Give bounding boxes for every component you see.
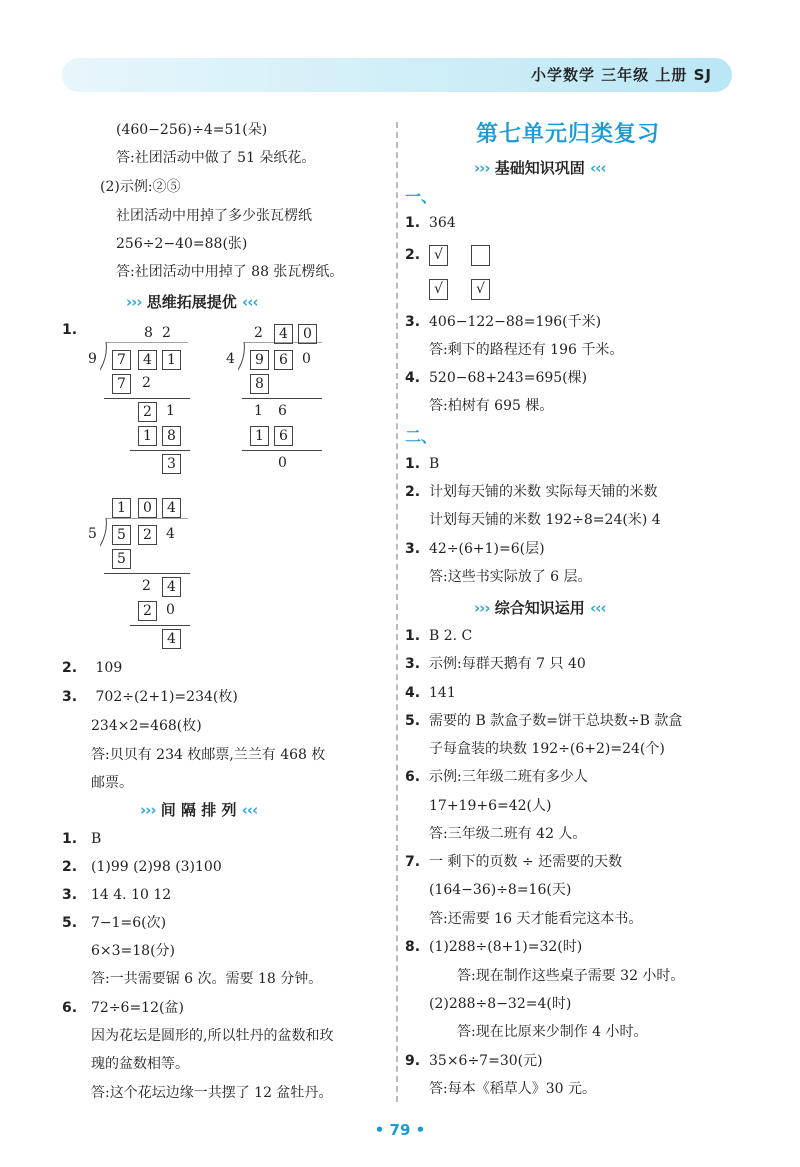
question-number: 4.: [405, 685, 421, 701]
remainder-box: 2: [138, 402, 157, 422]
answer-text: (164−36)÷8=16(天): [429, 882, 572, 898]
answer-text: (1)288÷(8+1)=32(时): [429, 939, 583, 955]
answer-text: 702÷(2+1)=234(枚): [95, 689, 238, 705]
answer-text: 因为花坛是圆形的,所以牡丹的盆数和玫: [91, 1028, 334, 1044]
dividend-box: 7: [112, 350, 131, 370]
answer-text: 示例:每群天鹅有 7 只 40: [429, 656, 586, 672]
answer-text: 42÷(6+1)=6(层): [429, 541, 545, 557]
question-number: 6.: [405, 769, 421, 785]
dividend-box: 9: [250, 350, 269, 370]
answer-row: [405, 482, 658, 502]
text-line: (460−256)÷4=51(朵): [116, 122, 268, 138]
answer-text: 计划每天铺的米数 192÷8=24(米) 4: [429, 512, 661, 528]
remainder-box: 4: [162, 577, 181, 597]
arrows-right-icon: ›››: [126, 293, 142, 311]
answer-row: [405, 312, 602, 332]
check-box: √: [429, 279, 448, 300]
question-number: 3.: [405, 314, 421, 330]
remainder-digit: 2: [142, 578, 151, 594]
question-number: 3.: [62, 887, 78, 903]
quotient-box: 0: [298, 324, 317, 344]
unit-title: 第七单元归类复习: [476, 122, 661, 147]
question-number: 1.: [405, 215, 421, 231]
answer-text: 答:现在比原来少制作 4 小时。: [457, 1024, 648, 1040]
answer-text: 406−122−88=196(千米): [429, 314, 602, 330]
answer-row: [405, 683, 456, 703]
answer-row: [405, 213, 456, 233]
quotient-digit: 2: [254, 325, 263, 341]
text-line: 234×2=468(枚): [91, 718, 202, 734]
question-number: 1.: [62, 322, 78, 338]
subtraction-line: [242, 450, 322, 451]
answer-text: 答:现在制作这些桌子需要 32 小时。: [457, 968, 685, 984]
dividend-digit: 0: [302, 351, 311, 367]
section-title: 思维拓展提优: [146, 293, 237, 311]
step-box: 7: [112, 374, 131, 394]
step-box: 1: [138, 426, 157, 446]
answer-row: [405, 368, 588, 388]
section-title: 间 隔 排 列: [160, 801, 237, 819]
divisor: 5: [88, 526, 97, 542]
section-heading: [140, 799, 257, 820]
part-heading: 一、: [405, 187, 438, 206]
text-line: 邮票。: [91, 775, 133, 791]
quotient-box: 0: [138, 498, 157, 518]
subtraction-line: [242, 398, 322, 399]
text-line: 答:贝贝有 234 枚邮票,兰兰有 468 枚: [91, 747, 326, 763]
divisor: 9: [88, 351, 97, 367]
dividend-box: 2: [138, 525, 157, 545]
answer-row: [62, 913, 167, 933]
answer-text: 答:一共需要锯 6 次。需要 18 分钟。: [91, 971, 323, 987]
answer-row: [405, 454, 440, 474]
question-number: 1.: [62, 831, 78, 847]
question-number: 9.: [405, 1053, 421, 1069]
question-number: 4.: [405, 370, 421, 386]
answer-text: (2)288÷8−32=4(时): [429, 996, 572, 1012]
answer-row: [62, 829, 102, 849]
step-box: 8: [162, 426, 181, 446]
header-banner: [62, 58, 732, 92]
answer-text: B: [429, 456, 440, 472]
remainder-box: 4: [162, 629, 181, 649]
quotient-box: 4: [274, 324, 293, 344]
answer-text: 瑰的盆数相等。: [91, 1056, 189, 1072]
step-box: 8: [250, 374, 269, 394]
quotient-box: 1: [112, 498, 131, 518]
check-box: [471, 245, 490, 266]
subtraction-line: [104, 398, 190, 399]
answer-text: 364: [429, 215, 456, 231]
arrows-left-icon: ‹‹‹: [242, 293, 258, 311]
dividend-box: 1: [162, 350, 181, 370]
answer-text: 109: [95, 660, 123, 676]
answer-row: [405, 711, 683, 731]
quotient-box: 4: [162, 498, 181, 518]
text-line: (2)示例:②⑤: [100, 179, 181, 195]
arrows-right-icon: ›››: [140, 801, 156, 819]
question-number: 6.: [62, 1000, 78, 1016]
remainder-digit: 6: [278, 403, 287, 419]
remainder-digit: 1: [254, 403, 263, 419]
quotient-digit: 8: [144, 325, 153, 341]
answer-text: 141: [429, 685, 456, 701]
answer-text: 答:这个花坛边缘一共摆了 12 盆牡丹。: [91, 1085, 333, 1101]
section-heading: [474, 597, 606, 618]
section-title: 综合知识运用: [494, 599, 585, 617]
question-number: 2.: [62, 660, 78, 676]
remainder-digit: 1: [166, 403, 175, 419]
answer-row: [62, 998, 184, 1018]
section-heading: [474, 157, 606, 178]
check-box: √: [471, 279, 490, 300]
remainder-digit: 0: [278, 455, 287, 471]
question-number: 1.: [405, 456, 421, 472]
answer-text: 需要的 B 款盒子数=饼干总块数÷B 款盒: [429, 713, 683, 729]
answer-row: [405, 245, 420, 265]
answer-row: [405, 1051, 543, 1071]
arrows-right-icon: ›››: [474, 599, 490, 617]
answer-row: [62, 857, 222, 877]
section-heading: [126, 291, 258, 312]
answer-text: 14 4. 10 12: [91, 887, 172, 903]
dividend-box: 4: [138, 350, 157, 370]
question-number: 3.: [405, 656, 421, 672]
dividend-box: 5: [112, 525, 131, 545]
question-number: 5.: [405, 713, 421, 729]
check-box: √: [429, 245, 448, 266]
answer-text: 72÷6=12(盆): [91, 1000, 184, 1016]
text-line: 256÷2−40=88(张): [116, 236, 248, 252]
question-number: 2.: [62, 859, 78, 875]
question-number: 5.: [62, 915, 78, 931]
question-number: 3.: [405, 541, 421, 557]
text-line: 答:社团活动中做了 51 朵纸花。: [116, 150, 316, 166]
page-number: • 79 •: [374, 1121, 426, 1139]
dividend-digit: 4: [166, 526, 175, 542]
arrows-left-icon: ‹‹‹: [241, 801, 258, 819]
quotient-digit: 2: [162, 325, 171, 341]
answer-text: B 2. C: [429, 628, 473, 644]
question-number: 3.: [62, 689, 78, 705]
answer-text: 6×3=18(分): [91, 943, 176, 959]
answer-text: 示例:三年级二班有多少人: [429, 769, 588, 785]
answer-text: 子每盒装的块数 192÷(6+2)=24(个): [429, 741, 665, 757]
step-box: 6: [274, 426, 293, 446]
question-number: 1.: [405, 628, 421, 644]
answer-row: [405, 852, 623, 872]
question-number: 2.: [405, 247, 421, 263]
question-number: 8.: [405, 939, 421, 955]
answer-text: 答:三年级二班有 42 人。: [429, 826, 587, 842]
answer-text: 一 剩下的页数 ÷ 还需要的天数: [429, 854, 623, 870]
text-line: 社团活动中用掉了多少张瓦楞纸: [116, 208, 312, 224]
answer-row: [62, 885, 172, 905]
dividend-box: 6: [274, 350, 293, 370]
answer-text: 17+19+6=42(人): [429, 798, 552, 814]
answer-text: (1)99 (2)98 (3)100: [91, 859, 222, 875]
step-box: 2: [138, 601, 157, 621]
subtraction-line: [104, 573, 190, 574]
subtraction-line: [130, 625, 190, 626]
answer-text: 答:这些书实际放了 6 层。: [429, 569, 592, 585]
arrows-left-icon: ‹‹‹: [590, 159, 606, 177]
section-title: 基础知识巩固: [494, 159, 585, 177]
answer-text: 答:柏树有 695 棵。: [429, 398, 554, 414]
step-box: 1: [250, 426, 269, 446]
column-divider: [396, 122, 398, 1102]
question-number: 7.: [405, 854, 421, 870]
arrows-left-icon: ‹‹‹: [590, 599, 606, 617]
question-number: 2.: [405, 484, 421, 500]
answer-text: B: [91, 831, 102, 847]
answer-text: 计划每天铺的米数 实际每天铺的米数: [429, 484, 658, 500]
remainder-box: 3: [162, 454, 181, 474]
answer-text: 答:还需要 16 天才能看完这本书。: [429, 911, 643, 927]
answer-text: 答:剩下的路程还有 196 千米。: [429, 342, 624, 358]
answer-row: [405, 626, 473, 646]
text-line: 答:社团活动中用掉了 88 张瓦楞纸。: [116, 264, 344, 280]
divisor: 4: [226, 351, 235, 367]
answer-row: [62, 687, 238, 707]
answer-text: 35×6÷7=30(元): [429, 1053, 543, 1069]
step-box: 5: [112, 549, 131, 569]
answer-row: [405, 937, 583, 957]
step-digit: 2: [142, 375, 151, 391]
answer-row: [405, 539, 545, 559]
answer-row: [62, 658, 122, 678]
arrows-right-icon: ›››: [474, 159, 490, 177]
header-text: 小学数学 三年级 上册 SJ: [530, 66, 712, 84]
answer-text: 7−1=6(次): [91, 915, 167, 931]
answer-text: 520−68+243=695(棵): [429, 370, 588, 386]
part-heading: 二、: [405, 427, 438, 446]
step-digit: 0: [166, 602, 175, 618]
answer-row: [405, 654, 586, 674]
subtraction-line: [130, 450, 190, 451]
answer-text: 答:每本《稻草人》30 元。: [429, 1081, 596, 1097]
answer-row: [405, 767, 588, 787]
